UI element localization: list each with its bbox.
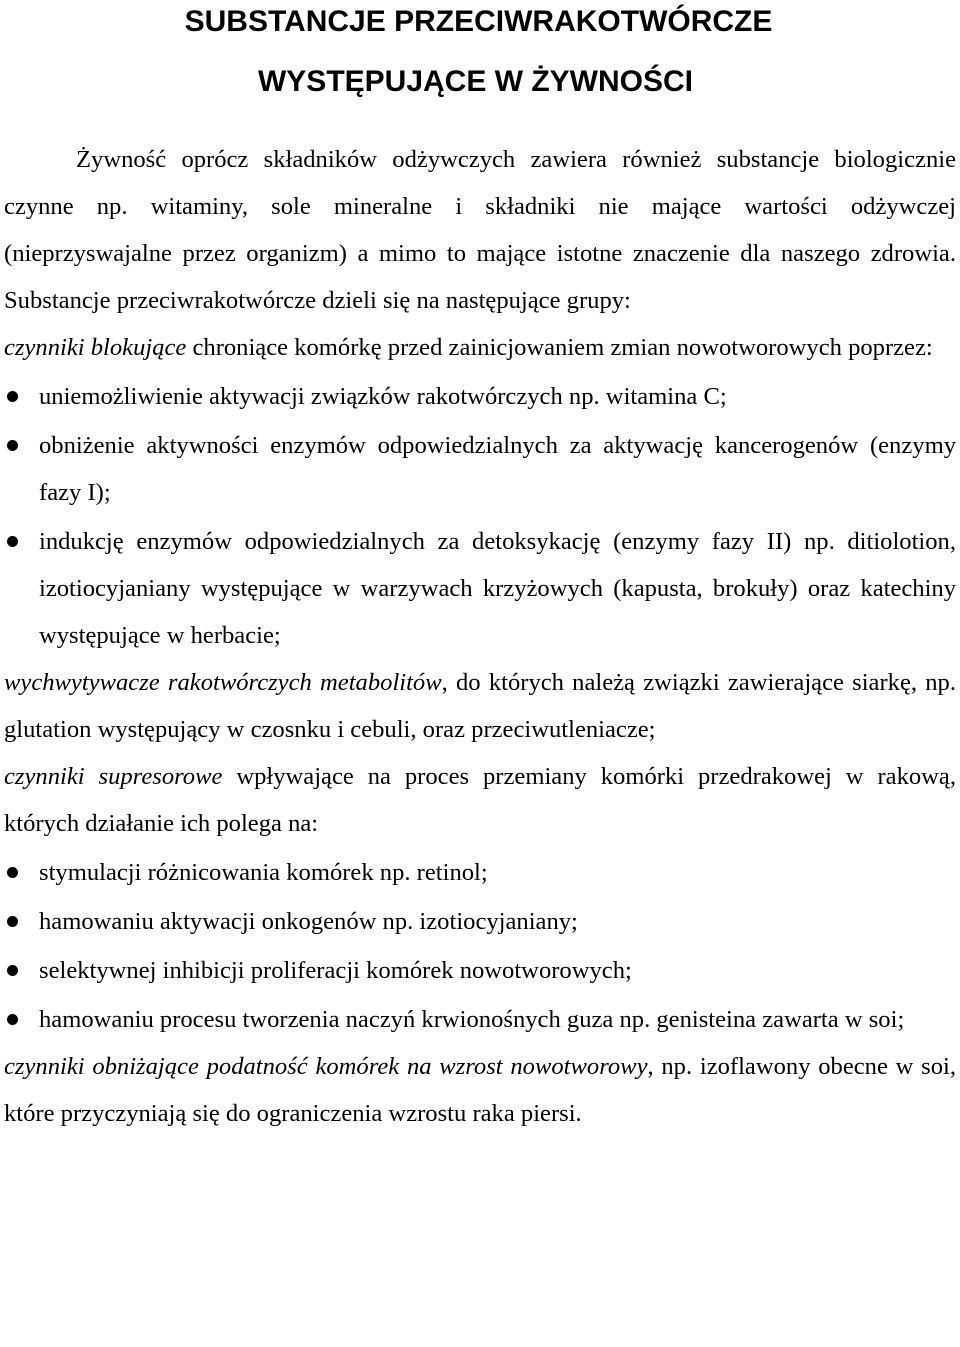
title-line-1: SUBSTANCJE PRZECIWRAKOTWÓRCZE: [184, 5, 773, 38]
group-blocking-text: chroniące komórkę przed zainicjowaniem zmian nowotworowych poprzez:: [186, 334, 933, 361]
list-item: [4, 996, 956, 1043]
group-blocking-term: czynniki blokujące: [4, 334, 187, 361]
group-scavengers-term: wychwytywacze rakotwórczych metabolitów: [4, 669, 442, 696]
bullet-icon: [7, 536, 18, 547]
group-suppressors-text: wpływające na proces przemiany komórki przedrakowej w rakową, których działanie ich polega na:: [4, 763, 956, 837]
group-suppressors-paragraph: [4, 753, 956, 847]
intro-paragraph: Żywność oprócz składników odżywczych zawiera również substancje biologicznie czynne np. witaminy, sole mineralne i składniki nie mające wartości odżywczej (nieprzyswajalne przez organizm) a mimo to mające istotne znaczenie dla naszego zdrowia. Substancje przeciwrakotwórcze dzieli się na następujące grupy:: [4, 146, 956, 314]
list-item-text: uniemożliwienie aktywacji związków rakotwórczych np. witamina C;: [39, 383, 727, 410]
group-susceptibility-term: czynniki obniżające podatność komórek na wzrost nowotworowy: [4, 1053, 648, 1080]
list-item: [4, 898, 956, 945]
list-item-text: hamowaniu aktywacji onkogenów np. izotiocyjaniany;: [39, 908, 578, 935]
list-item-text: hamowaniu procesu tworzenia naczyń krwionośnych guza np. genisteina zawarta w soi;: [39, 1006, 905, 1033]
group-suppressors-term: czynniki supresorowe: [4, 763, 223, 790]
blocking-list: [4, 373, 956, 659]
title-line-2: WYSTĘPUJĄCE W ŻYWNOŚCI: [257, 65, 693, 98]
list-item: [4, 373, 956, 420]
suppressors-list: [4, 849, 956, 1043]
list-item-text: obniżenie aktywności enzymów odpowiedzialnych za aktywację kancerogenów (enzymy fazy I);: [39, 432, 956, 506]
group-susceptibility-text: , np. izoflawony obecne w soi, które przyczyniają się do ograniczenia wzrostu raka piersi.: [4, 1053, 956, 1127]
list-item-text: stymulacji różnicowania komórek np. retinol;: [39, 859, 488, 886]
list-item-text: selektywnej inhibicji proliferacji komórek nowotworowych;: [39, 957, 632, 984]
list-item: [4, 518, 956, 659]
bullet-icon: [7, 440, 18, 451]
group-scavengers-paragraph: [4, 659, 956, 753]
group-scavengers-text: , do których należą związki zawierające siarkę, np. glutation występujący w czosnku i cebuli, oraz przeciwutleniacze;: [4, 669, 956, 743]
bullet-icon: [7, 867, 18, 878]
bullet-icon: [7, 391, 18, 402]
bullet-icon: [7, 965, 18, 976]
list-item: [4, 947, 956, 994]
list-item: [4, 849, 956, 896]
list-item: [4, 422, 956, 516]
group-susceptibility-paragraph: [4, 1043, 956, 1137]
bullet-icon: [7, 1014, 18, 1025]
bullet-icon: [7, 916, 18, 927]
list-item-text: indukcję enzymów odpowiedzialnych za detoksykację (enzymy fazy II) np. ditiolotion, izotiocyjaniany występujące w warzywach krzyżowych (kapusta, brokuły) oraz katechiny występujące w herbacie;: [39, 528, 956, 649]
group-blocking-paragraph: [4, 324, 956, 371]
